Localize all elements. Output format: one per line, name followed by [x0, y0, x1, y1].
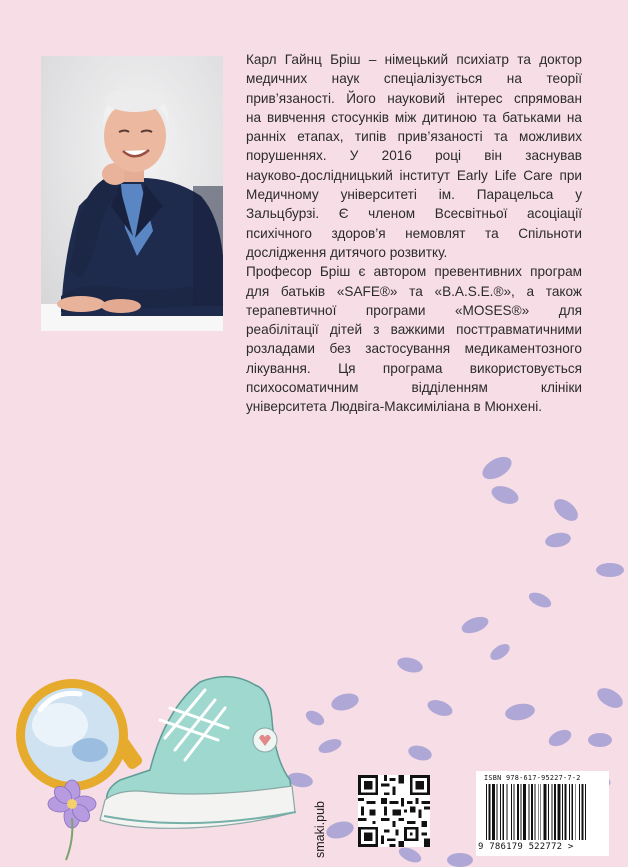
- barcode-bar: [492, 784, 495, 840]
- author-photo: [41, 56, 223, 331]
- author-portrait-illustration: [41, 56, 223, 331]
- barcode-bar: [534, 784, 535, 840]
- flower-illustration: [48, 780, 96, 860]
- bio-line: Зальцбурзі. Є членом Всесвітньої асоціації: [246, 206, 582, 222]
- barcode-bar: [548, 784, 549, 840]
- barcode-bar: [511, 784, 512, 840]
- magnifying-glass-icon: [16, 679, 144, 791]
- qr-code-icon: [358, 775, 430, 847]
- barcode-bar: [562, 784, 563, 840]
- bio-line: ранніх етапах, типів прив’язаності та можливих: [246, 129, 582, 145]
- barcode-bar: [502, 784, 504, 840]
- bio-line: прив’язаності. Його науковий інтерес спрямован: [246, 90, 582, 106]
- bio-line: університета Людвіга-Максиміліана в Мюнхені.: [246, 399, 543, 415]
- barcode-bar: [544, 784, 547, 840]
- barcode-bar: [552, 784, 553, 840]
- author-biography: [246, 50, 582, 417]
- barcode-bar: [571, 784, 573, 840]
- bio-line: терапевтичної програми «MOSES®» для: [246, 302, 582, 318]
- barcode-bar: [579, 784, 580, 840]
- bio-line: Карл Гайнц Бріш – німецький психіатр та доктор: [246, 52, 582, 67]
- bio-line: Професор Бріш є автором превентивних програм: [246, 264, 582, 280]
- bio-line: розладами без застосування медикаментозного: [246, 341, 582, 357]
- bio-line: науково-дослідницький інститут Early Life Care при: [246, 167, 582, 183]
- isbn-label: ISBN 978-617-95227-7-2: [484, 774, 581, 782]
- barcode-bar: [569, 784, 570, 840]
- bio-line: медичних наук спеціалізується на теорії: [246, 71, 582, 87]
- barcode-bar: [517, 784, 519, 840]
- bio-line: для батьків «SAFE®» та «B.A.S.E.®», а також: [246, 283, 582, 299]
- barcode-bar: [558, 784, 561, 840]
- barcode-bar: [528, 784, 529, 840]
- barcode-bar: [585, 784, 586, 840]
- barcode-bar: [500, 784, 501, 840]
- barcode-bar: [540, 784, 541, 840]
- bio-line: на вивчення стосунків між дитиною та батьками на: [246, 109, 582, 125]
- isbn-barcode: [476, 771, 609, 856]
- barcode-bar: [582, 784, 584, 840]
- bio-line: реабілітації дітей з важкими посттравматичними: [246, 322, 582, 338]
- barcode-bar: [531, 784, 533, 840]
- barcode-bar: [554, 784, 556, 840]
- bio-paragraph-2: [246, 262, 582, 416]
- bio-line: Медичному університеті ім. Парацельса у: [246, 187, 582, 203]
- ean-digits: 9 786179 522772 >: [478, 842, 574, 852]
- barcode-bar: [486, 784, 487, 840]
- barcode-bar: [514, 784, 515, 840]
- bio-line: психічного здоров’я немовлят та Спільноти: [246, 225, 582, 241]
- bio-paragraph-1: [246, 50, 582, 262]
- bio-line: дослідження дитячого розвитку.: [246, 244, 448, 260]
- barcode-bar: [564, 784, 566, 840]
- barcode-bar: [538, 784, 539, 840]
- bio-line: психосоматичним відділенням клініки: [246, 380, 582, 396]
- publisher-site-label: smaki.pub: [313, 801, 327, 858]
- barcode-bar: [575, 784, 576, 840]
- barcode-bar: [489, 784, 491, 840]
- bio-line: лікування. Ця програма використовується: [246, 360, 582, 376]
- barcode-bar: [507, 784, 508, 840]
- barcode-bar: [521, 784, 522, 840]
- barcode-bar: [523, 784, 526, 840]
- bio-line: порушеннях. У 2016 році він заснував: [246, 148, 582, 164]
- barcode-bar: [496, 784, 497, 840]
